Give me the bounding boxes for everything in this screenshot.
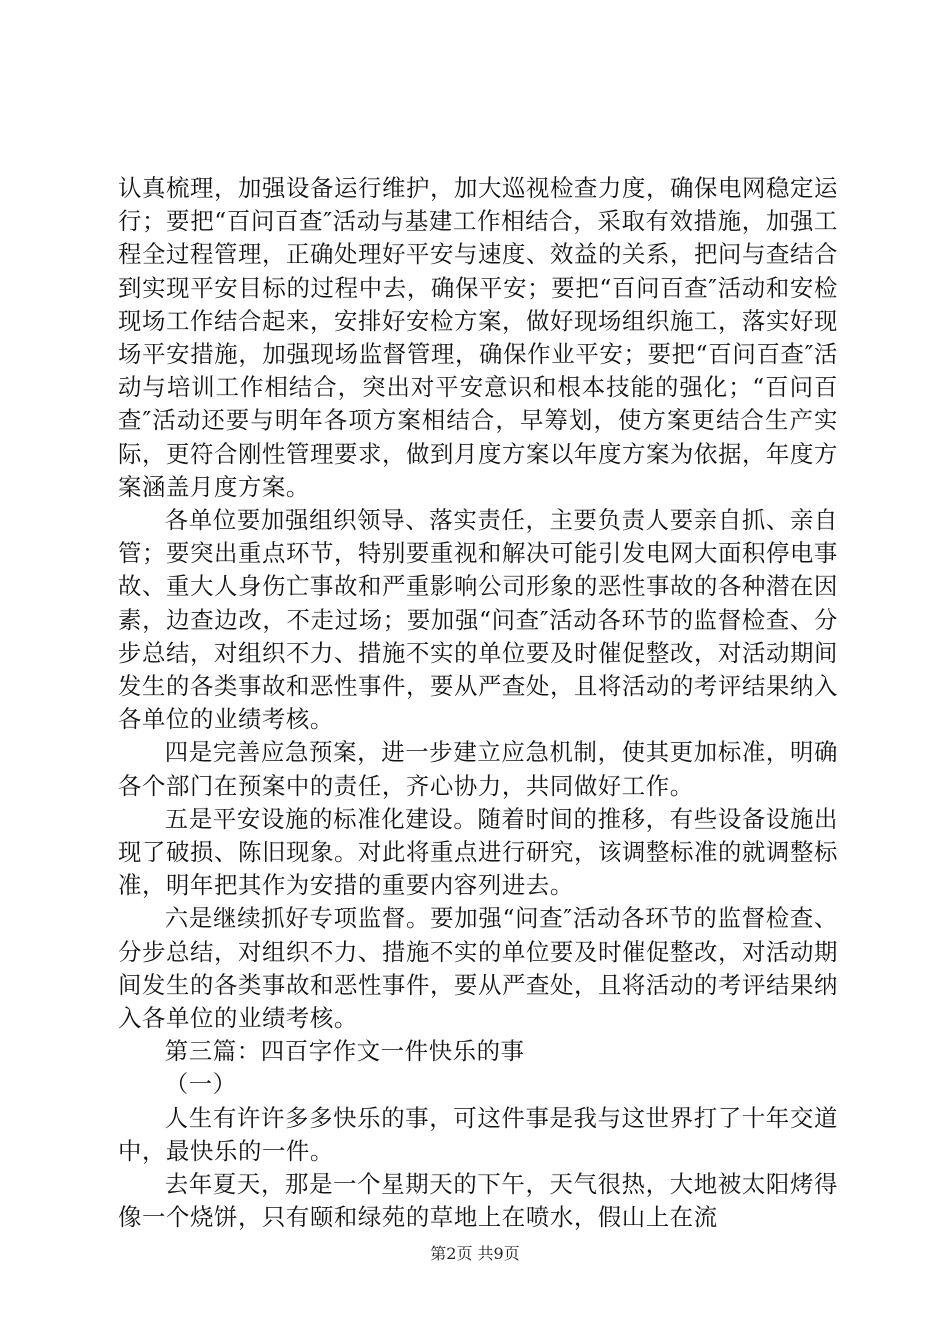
paragraph-6: 人生有许许多多快乐的事，可这件事是我与这世界打了十年交道中，最快乐的一件。 [118,1103,838,1165]
paragraph-1: 认真梳理，加强设备运行维护，加大巡视检查力度，确保电网稳定运行；要把“百问百查″活动与基建工作相结合，采取有效措施，加强工程全过程管理，正确处理好平安与速度、效益的关系，把问与查结合到实现平安目标的过程中去，确保平安；要把“百问百查″活动和安检现场工作结合起来，安排好安检方案，做好现场组织施工，落实好现场平安措施，加强现场监督管理，确保作业平安；要把“百问百查″活动与培训工作相结合，突出对平安意识和根本技能的强化；“百问百查″活动还要与明年各项方案相结合，早筹划，使方案更结合生产实际，更符合刚性管理要求，做到月度方案以年度方案为依据，年度方案涵盖月度方案。 [118,174,838,501]
page-footer [0,1244,950,1264]
document-body [118,172,838,1235]
paragraph-3: 四是完善应急预案，进一步建立应急机制，使其更加标准，明确各个部门在预案中的责任，齐心协力，共同做好工作。 [118,738,838,800]
paragraph-4: 五是平安设施的标准化建设。随着时间的推移，有些设备设施出现了破损、陈旧现象。对此将重点进行研究，该调整标准的就调整标准，明年把其作为安措的重要内容列进去。 [118,804,838,900]
page-number-label: 第2页 共9页 [430,1244,520,1263]
subsection-marker: （一） [164,1070,237,1099]
paragraph-5: 六是继续抓好专项监督。要加强“问查″活动各环节的监督检查、分步总结，对组织不力、措施不实的单位要及时催促整改，对活动期间发生的各类事故和恶性事件，要从严查处，且将活动的考评结果纳入各单位的业绩考核。 [118,904,838,1033]
section-heading: 第三篇：四百字作文一件快乐的事 [164,1037,525,1066]
paragraph-2: 各单位要加强组织领导、落实责任，主要负责人要亲自抓、亲自管；要突出重点环节，特别要重视和解决可能引发电网大面积停电事故、重大人身伤亡事故和严重影响公司形象的恶性事故的各种潜在因素，边查边改，不走过场；要加强“问查″活动各环节的监督检查、分步总结，对组织不力、措施不实的单位要及时催促整改，对活动期间发生的各类事故和恶性事件，要从严查处，且将活动的考评结果纳入各单位的业绩考核。 [118,506,838,734]
paragraph-7: 去年夏天，那是一个星期天的下午，天气很热，大地被太阳烤得像一个烧饼，只有颐和绿苑的草地上在喷水，假山上在流 [118,1170,838,1232]
